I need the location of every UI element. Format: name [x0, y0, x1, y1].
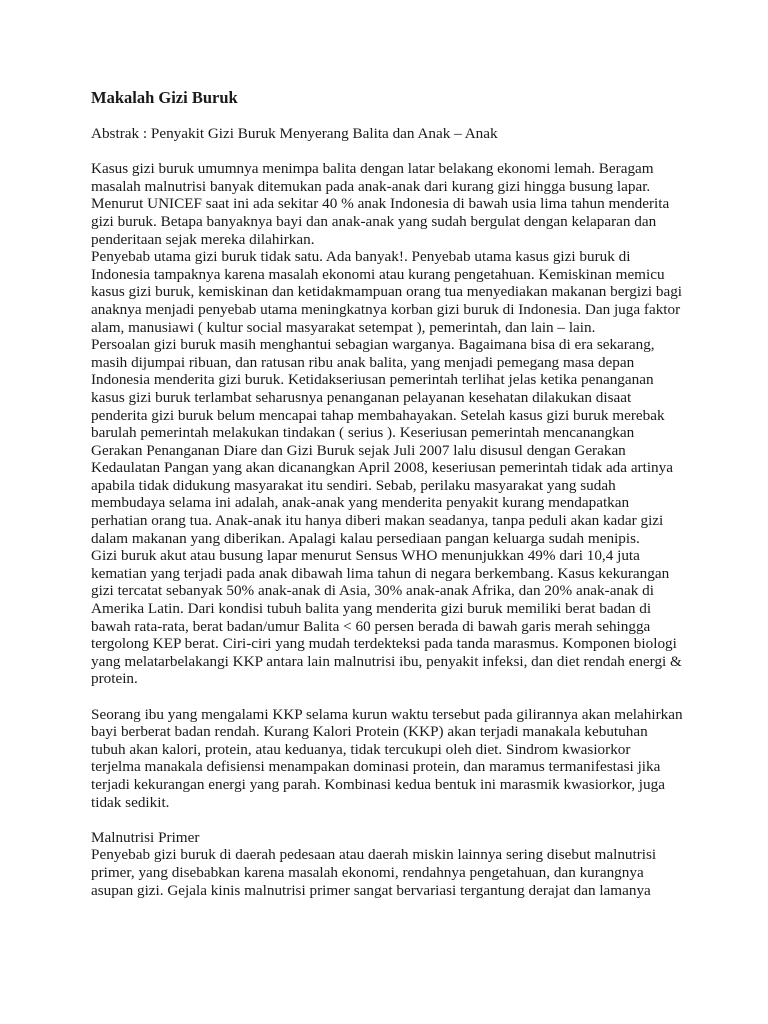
text-line: Indonesia menderita gizi buruk. Ketidakseriusan pemerintah terlihat jelas ketika penanganan: [91, 371, 654, 389]
text-line: Menurut UNICEF saat ini ada sekitar 40 % anak Indonesia di bawah usia lima tahun menderita: [91, 195, 670, 213]
text-line: Penyebab gizi buruk di daerah pedesaan atau daerah miskin lainnya sering disebut malnutrisi: [91, 846, 657, 864]
text-line: Gizi buruk akut atau busung lapar menurut Sensus WHO menunjukkan 49% dari 10,4 juta: [91, 547, 640, 565]
text-line: gizi buruk. Betapa banyaknya bayi dan anak-anak yang sudah bergulat dengan kelaparan dan: [91, 212, 657, 230]
text-line: perhatian orang tua. Anak-anak itu hanya diberi makan seadanya, tanpa peduli akan kadar gizi: [91, 512, 664, 530]
text-line: dalam makanan yang diberikan. Apalagi kalau persediaan pangan keluarga sudah menipis.: [91, 529, 640, 547]
text-line: kasus gizi buruk, kemiskinan dan ketidakmampuan orang tua menyediakan makanan bergizi bagi: [91, 283, 683, 301]
text-line: bayi berberat badan rendah. Kurang Kalori Protein (KKP) akan terjadi manakala kebutuhan: [91, 723, 648, 741]
paragraph: [91, 336, 721, 547]
text-line: bawah rata-rata, berat badan/umur Balita < 60 persen berada di bawah garis merah sehingga: [91, 617, 651, 635]
paragraph: [91, 160, 721, 248]
text-line: Persoalan gizi buruk masih menghantui sebagian warganya. Bagaimana bisa di era sekarang,: [91, 336, 655, 354]
text-line: Kasus gizi buruk umumnya menimpa balita dengan latar belakang ekonomi lemah. Beragam: [91, 160, 654, 178]
document-body: [91, 160, 721, 899]
text-line: penderita gizi buruk belum mencapai tahap membahayakan. Setelah kasus gizi buruk merebak: [91, 406, 665, 424]
document-page: [91, 88, 721, 899]
text-line: primer, yang disebabkan karena masalah ekonomi, rendahnya pengetahuan, dan kurangnya: [91, 863, 644, 881]
text-line: masalah malnutrisi banyak ditemukan pada anak-anak dari kurang gizi hingga busung lapar.: [91, 177, 651, 195]
text-line: Seorang ibu yang mengalami KKP selama kurun waktu tersebut pada gilirannya akan melahirkan: [91, 705, 683, 723]
text-line: Kedaulatan Pangan yang akan dicanangkan April 2008, keseriusan pemerintah tidak ada artinya: [91, 459, 673, 477]
text-line: tubuh akan kalori, protein, atau keduanya, tidak tercukupi oleh diet. Sindrom kwasiorkor: [91, 740, 631, 758]
paragraph-spacer: [91, 688, 721, 706]
text-line: Amerika Latin. Dari kondisi tubuh balita yang menderita gizi buruk memiliki berat badan di: [91, 600, 652, 618]
text-line: Penyebab utama gizi buruk tidak satu. Ada banyak!. Penyebab utama kasus gizi buruk di: [91, 248, 631, 266]
text-line: yang melatarbelakangi KKP antara lain malnutrisi ibu, penyakit infeksi, dan diet rendah energi &: [91, 652, 682, 670]
document-abstract: Abstrak : Penyakit Gizi Buruk Menyerang Balita dan Anak – Anak: [91, 125, 498, 142]
text-line: protein.: [91, 670, 138, 688]
text-line: anaknya menjadi penyebab utama meningkatnya korban gizi buruk di Indonesia. Dan juga faktor: [91, 300, 681, 318]
document-title: Makalah Gizi Buruk: [91, 88, 238, 107]
text-line: barulah pemerintah melakukan tindakan ( serius ). Keseriusan pemerintah mencanangkan: [91, 424, 635, 442]
text-line: Gerakan Penanganan Diare dan Gizi Buruk sejak Juli 2007 lalu disusul dengan Gerakan: [91, 441, 626, 459]
text-line: terjelma manakala defisiensi menampakan dominasi protein, dan maramus termanifestasi jika: [91, 758, 661, 776]
paragraph: [91, 706, 721, 812]
text-line: kematian yang terjadi pada anak dibawah lima tahun di negara berkembang. Kasus kekurangan: [91, 564, 670, 582]
text-line: terjadi kekurangan energi yang parah. Kombinasi kedua bentuk ini marasmik kwasiorkor, juga: [91, 775, 665, 793]
text-line: asupan gizi. Gejala kinis malnutrisi primer sangat bervariasi tergantung derajat dan lamanya: [91, 881, 651, 899]
paragraph: [91, 846, 721, 899]
paragraph: [91, 248, 721, 336]
text-line: masih dijumpai ribuan, dan ratusan ribu anak balita, yang menjadi pemegang masa depan: [91, 353, 635, 371]
paragraph: [91, 547, 721, 688]
paragraph-spacer: [91, 811, 721, 829]
text-line: tergolong KEP berat. Ciri-ciri yang mudah terdekteksi pada tanda marasmus. Komponen biologi: [91, 635, 677, 653]
text-line: kasus gizi buruk terlambat seharusnya penanganan pelayanan kesehatan dilakukan disaat: [91, 388, 632, 406]
text-line: Indonesia tampaknya karena masalah ekonomi atau kurang pengetahuan. Kemiskinan memicu: [91, 265, 665, 283]
paragraph: [91, 829, 721, 847]
text-line: tidak sedikit.: [91, 793, 170, 811]
text-line: gizi tercatat sebanyak 50% anak-anak di Asia, 30% anak-anak Afrika, dan 20% anak-anak di: [91, 582, 654, 600]
text-line: Malnutrisi Primer: [91, 828, 200, 846]
text-line: membudaya selama ini adalah, anak-anak yang menderita penyakit kurang mendapatkan: [91, 494, 630, 512]
text-line: alam, manusiawi ( kultur social masyarakat setempat ), pemerintah, dan lain – lain.: [91, 318, 596, 336]
text-line: penderitaan sejak mereka dilahirkan.: [91, 230, 315, 248]
text-line: apabila tidak didukung masyarakat itu sendiri. Sebab, perilaku masyarakat yang sudah: [91, 476, 616, 494]
